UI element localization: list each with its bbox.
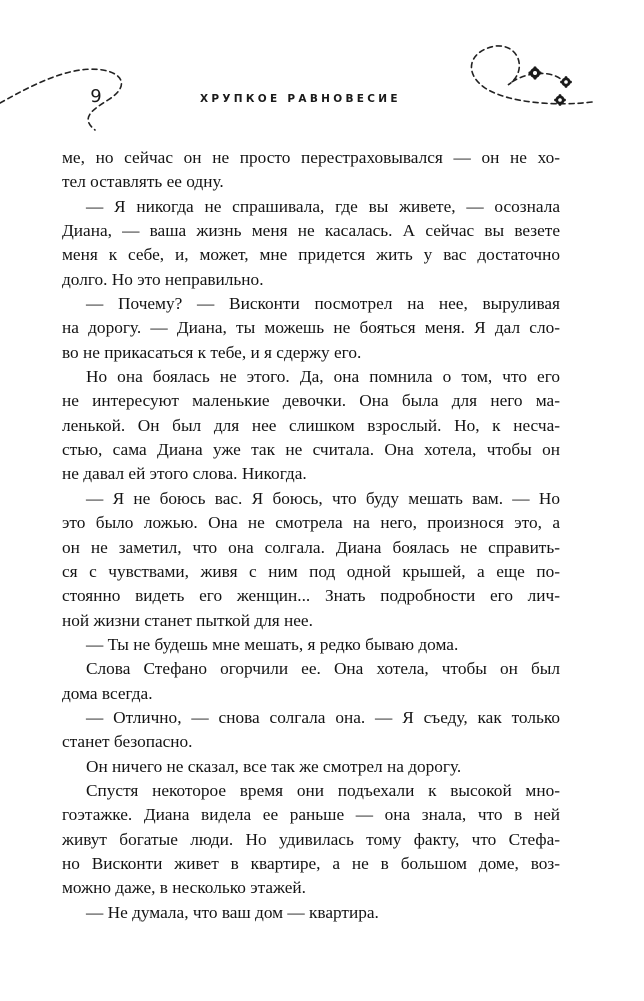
- text-line: Диана, — ваша жизнь меня не касалась. А сейчас вы везете: [62, 221, 560, 241]
- text-line: можно даже, в несколько этажей.: [62, 878, 306, 898]
- text-line: ленькой. Он был для нее слишком взрослый. Но, к несча-: [62, 415, 560, 435]
- flower-ornaments: [528, 66, 571, 106]
- text-line: гоэтажке. Диана видела ее раньше — она знала, что в ней: [62, 805, 560, 825]
- text-line: он не заметил, что она солгала. Диана боялась не справить-: [62, 537, 560, 557]
- text-line: не давал ей этого слова. Никогда.: [62, 464, 307, 484]
- dashed-ornament: [0, 0, 644, 140]
- text-line: на дорогу. — Диана, ты можешь не бояться меня. Я дал сло-: [62, 318, 560, 338]
- text-line: это было ложью. Она не смотрела на него, произнося это, а: [62, 513, 560, 533]
- page-number: 9: [90, 86, 102, 107]
- text-line: не интересуют маленькие девочки. Она была для него ма-: [62, 391, 560, 411]
- text-line: ся с чувствами, живя с ним под одной крышей, а еще по-: [62, 561, 560, 581]
- text-line: но Висконти живет в квартире, а не в большом доме, воз-: [62, 853, 560, 873]
- text-line: — Отлично, — снова солгала она. — Я съеду, как только: [86, 707, 560, 727]
- text-line: — Ты не будешь мне мешать, я редко бываю дома.: [86, 634, 459, 654]
- text-line: Он ничего не сказал, все так же смотрел на дорогу.: [86, 756, 462, 776]
- text-line: ме, но сейчас он не просто перестраховывался — он не хо-: [62, 148, 560, 167]
- text-line: станет безопасно.: [62, 732, 193, 752]
- text-line: — Я никогда не спрашивала, где вы живете, — осознала: [86, 196, 560, 216]
- text-line: стоянно видеть его женщин... Знать подробности его лич-: [62, 586, 560, 606]
- text-line: Но она боялась не этого. Да, она помнила о том, что его: [86, 367, 560, 387]
- text-line: стью, сама Диана уже так не считала. Она хотела, чтобы он: [62, 440, 560, 460]
- text-line: ной жизни станет пыткой для нее.: [62, 610, 313, 630]
- text-line: живут богатые люди. Но удивилась тому факту, что Стефа-: [62, 829, 560, 849]
- running-title: ХРУПКОЕ РАВНОВЕСИЕ: [200, 93, 401, 105]
- text-line: дома всегда.: [62, 683, 153, 703]
- text-line: — Я не боюсь вас. Я боюсь, что буду мешать вам. — Но: [86, 488, 560, 508]
- text-line: долго. Но это неправильно.: [62, 269, 264, 289]
- text-line: — Почему? — Висконти посмотрел на нее, выруливая: [86, 294, 560, 314]
- text-line: меня к себе, и, может, мне придется жить у вас достаточно: [62, 245, 560, 265]
- text-line: — Не думала, что ваш дом — квартира.: [86, 902, 379, 922]
- text-line: Слова Стефано огорчили ее. Она хотела, чтобы он был: [86, 659, 560, 679]
- body-text: [62, 146, 560, 925]
- text-line: во не прикасаться к тебе, и я сдержу его.: [62, 342, 362, 362]
- text-line: Спустя некоторое время они подъехали к высокой мно-: [86, 780, 560, 800]
- text-line: тел оставлять ее одну.: [62, 172, 224, 192]
